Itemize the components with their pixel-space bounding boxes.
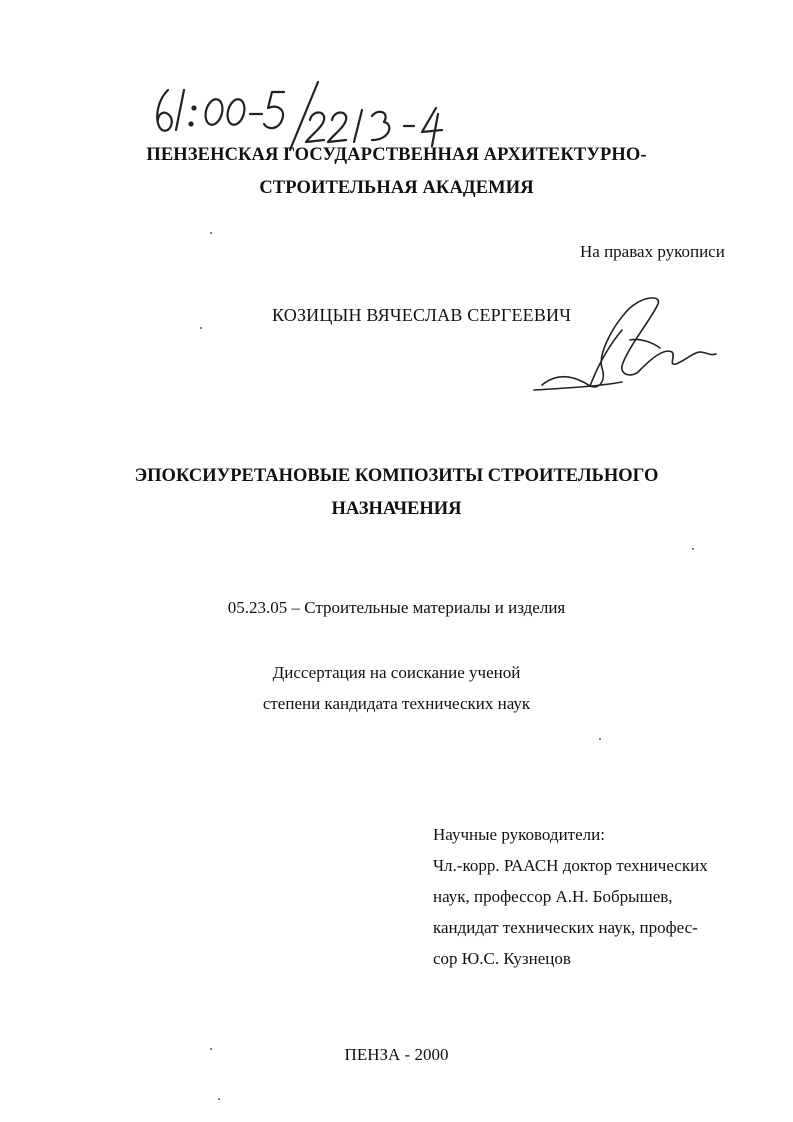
dissertation-title-line-1: ЭПОКСИУРЕТАНОВЫЕ КОМПОЗИТЫ СТРОИТЕЛЬНОГО xyxy=(134,466,659,486)
degree-line-1: Диссертация на соискание ученой xyxy=(272,663,521,682)
scan-speck xyxy=(218,1098,220,1100)
scan-speck xyxy=(210,1048,212,1050)
degree-line-2: степени кандидата технических наук xyxy=(262,694,531,713)
scan-speck xyxy=(599,738,601,740)
advisors-heading: Научные руководители: xyxy=(433,825,605,844)
scan-speck xyxy=(200,327,202,329)
city-and-year: ПЕНЗА - 2000 xyxy=(344,1045,449,1064)
dissertation-title-line-2: НАЗНАЧЕНИЯ xyxy=(331,499,462,519)
advisors-line-1: Чл.-корр. РААСН доктор технических xyxy=(433,856,708,875)
advisors-line-2: наук, профессор А.Н. Бобрышев, xyxy=(433,887,673,906)
signature xyxy=(530,290,730,400)
specialty-code: 05.23.05 – Строительные материалы и изделия xyxy=(227,598,566,617)
manuscript-rights-note: На правах рукописи xyxy=(580,242,725,261)
advisors-line-4: сор Ю.С. Кузнецов xyxy=(433,949,571,968)
author-name: КОЗИЦЫН ВЯЧЕСЛАВ СЕРГЕЕВИЧ xyxy=(272,305,572,325)
academy-name-line-1: ПЕНЗЕНСКАЯ ГОСУДАРСТВЕННАЯ АРХИТЕКТУРНО- xyxy=(146,145,647,165)
scan-speck xyxy=(210,232,212,234)
advisors-line-3: кандидат технических наук, профес- xyxy=(433,918,698,937)
handwritten-catalog-code xyxy=(150,80,510,155)
scan-speck xyxy=(692,548,694,550)
academy-name-line-2: СТРОИТЕЛЬНАЯ АКАДЕМИЯ xyxy=(259,178,534,198)
